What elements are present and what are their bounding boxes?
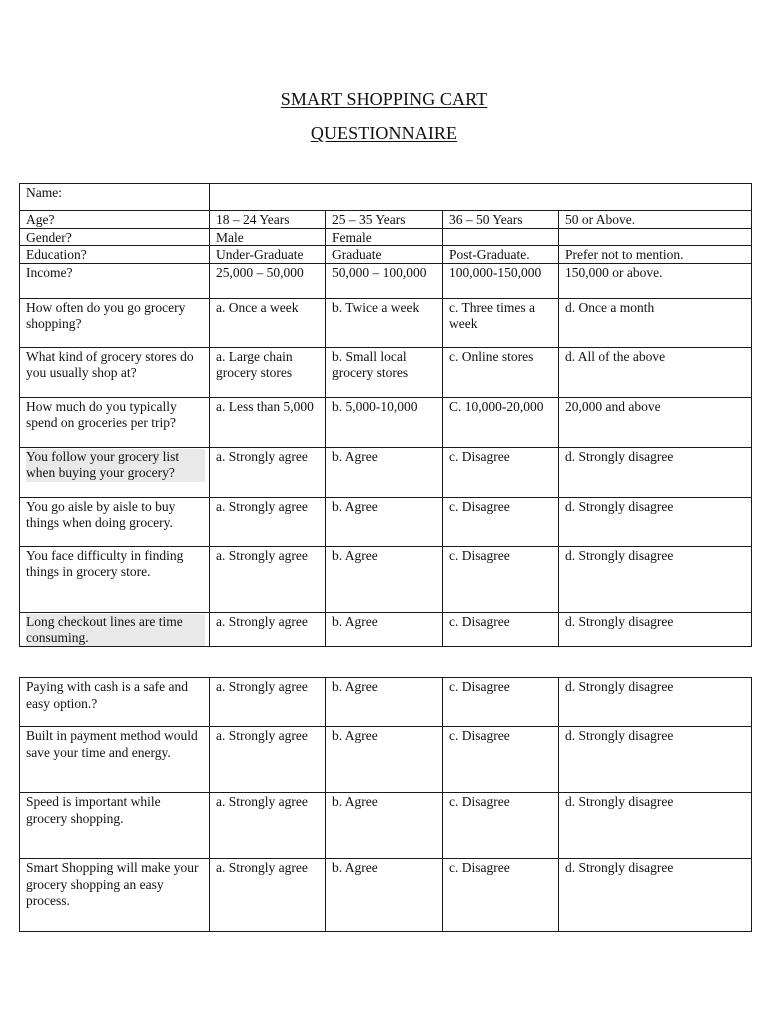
option-label: c. Disagree bbox=[449, 728, 510, 743]
option-label: Post-Graduate. bbox=[449, 247, 530, 262]
option-label: C. 10,000-20,000 bbox=[449, 398, 544, 414]
option-cell[interactable] bbox=[210, 497, 326, 546]
option-label: a. Once a week bbox=[216, 299, 299, 315]
option-cell[interactable] bbox=[210, 546, 326, 612]
table-row-age bbox=[20, 211, 752, 229]
option-cell[interactable] bbox=[326, 447, 443, 497]
option-label: 100,000-150,000 bbox=[449, 264, 542, 280]
option-label: Male bbox=[216, 229, 244, 245]
table-row-speed bbox=[20, 793, 752, 859]
option-cell[interactable] bbox=[210, 347, 326, 397]
table-row-checkout bbox=[20, 612, 752, 646]
option-cell bbox=[443, 228, 559, 246]
question-label: Age? bbox=[26, 212, 55, 227]
option-label: d. Strongly disagree bbox=[565, 728, 674, 743]
option-label: a. Less than 5,000 bbox=[216, 398, 314, 414]
question-cell bbox=[20, 211, 210, 229]
table-row-education bbox=[20, 246, 752, 264]
option-label: b. Agree bbox=[332, 860, 378, 875]
question-label: How often do you go grocery shopping? bbox=[26, 299, 186, 331]
option-label: a. Strongly agree bbox=[216, 860, 308, 875]
question-label: Income? bbox=[26, 264, 73, 280]
option-cell[interactable] bbox=[559, 397, 752, 447]
question-cell bbox=[20, 447, 210, 497]
option-cell[interactable] bbox=[559, 246, 752, 264]
question-label: Smart Shopping will make your grocery shopping an easy process. bbox=[26, 860, 199, 908]
option-cell[interactable] bbox=[559, 211, 752, 229]
option-label: a. Strongly agree bbox=[216, 448, 308, 464]
option-cell[interactable] bbox=[443, 298, 559, 347]
option-cell[interactable] bbox=[326, 211, 443, 229]
option-label: d. Strongly disagree bbox=[565, 448, 674, 464]
question-label: Paying with cash is a safe and easy option.? bbox=[26, 679, 188, 711]
option-label: b. Agree bbox=[332, 547, 378, 563]
question-label: Name: bbox=[26, 185, 62, 200]
option-cell[interactable] bbox=[443, 497, 559, 546]
document-title: SMART SHOPPING CART bbox=[280, 89, 488, 109]
option-cell[interactable] bbox=[326, 727, 443, 793]
option-cell[interactable] bbox=[326, 678, 443, 727]
option-cell[interactable] bbox=[559, 263, 752, 298]
table-row-difficulty bbox=[20, 546, 752, 612]
questionnaire-table-2 bbox=[19, 677, 752, 932]
option-cell[interactable] bbox=[559, 298, 752, 347]
option-cell[interactable] bbox=[443, 859, 559, 932]
question-cell bbox=[20, 228, 210, 246]
option-label: c. Disagree bbox=[449, 547, 510, 563]
option-label: 50 or Above. bbox=[565, 212, 636, 227]
option-label: a. Strongly agree bbox=[216, 547, 308, 563]
option-label: d. Strongly disagree bbox=[565, 679, 674, 694]
option-cell[interactable] bbox=[210, 678, 326, 727]
answer-cell-name[interactable] bbox=[210, 184, 752, 211]
option-cell[interactable] bbox=[443, 263, 559, 298]
question-cell bbox=[20, 246, 210, 264]
question-cell bbox=[20, 678, 210, 727]
option-cell[interactable] bbox=[326, 347, 443, 397]
question-cell bbox=[20, 298, 210, 347]
option-cell[interactable] bbox=[559, 859, 752, 932]
question-cell bbox=[20, 546, 210, 612]
table-row-cash bbox=[20, 678, 752, 727]
option-label: b. Agree bbox=[332, 728, 378, 743]
question-cell bbox=[20, 184, 210, 211]
questionnaire-table-1 bbox=[19, 183, 752, 647]
option-label: a. Strongly agree bbox=[216, 613, 308, 629]
question-label: Education? bbox=[26, 247, 87, 262]
option-cell[interactable] bbox=[210, 612, 326, 646]
option-cell[interactable] bbox=[326, 793, 443, 859]
document-subtitle: QUESTIONNAIRE bbox=[310, 123, 458, 143]
option-cell[interactable] bbox=[559, 612, 752, 646]
table-row-gender bbox=[20, 228, 752, 246]
question-label: Gender? bbox=[26, 229, 72, 245]
option-cell[interactable] bbox=[326, 263, 443, 298]
option-label: a. Strongly agree bbox=[216, 679, 308, 694]
option-cell[interactable] bbox=[210, 263, 326, 298]
option-cell[interactable] bbox=[326, 298, 443, 347]
option-label: d. Strongly disagree bbox=[565, 498, 674, 514]
option-label: c. Online stores bbox=[449, 348, 534, 364]
question-label: You follow your grocery list when buying your grocery? bbox=[26, 449, 205, 482]
option-label: a. Large chain grocery stores bbox=[216, 348, 293, 380]
option-label: c. Three times a week bbox=[449, 299, 535, 331]
option-cell bbox=[559, 228, 752, 246]
option-cell[interactable] bbox=[210, 228, 326, 246]
option-label: 18 – 24 Years bbox=[216, 212, 290, 227]
question-cell bbox=[20, 397, 210, 447]
option-label: c. Disagree bbox=[449, 679, 510, 694]
option-cell[interactable] bbox=[443, 211, 559, 229]
option-label: Female bbox=[332, 229, 372, 245]
option-label: b. 5,000-10,000 bbox=[332, 398, 418, 414]
option-cell[interactable] bbox=[443, 397, 559, 447]
option-cell[interactable] bbox=[326, 546, 443, 612]
option-cell[interactable] bbox=[210, 298, 326, 347]
option-label: 25 – 35 Years bbox=[332, 212, 406, 227]
option-cell[interactable] bbox=[443, 793, 559, 859]
option-cell[interactable] bbox=[443, 347, 559, 397]
table-row-aisle bbox=[20, 497, 752, 546]
question-cell bbox=[20, 347, 210, 397]
option-cell[interactable] bbox=[559, 447, 752, 497]
option-cell[interactable] bbox=[559, 678, 752, 727]
option-cell[interactable] bbox=[443, 246, 559, 264]
option-cell[interactable] bbox=[326, 497, 443, 546]
option-cell[interactable] bbox=[326, 612, 443, 646]
option-label: d. Once a month bbox=[565, 299, 655, 315]
question-label: Speed is important while grocery shopping. bbox=[26, 794, 161, 826]
option-cell[interactable] bbox=[210, 397, 326, 447]
option-label: 36 – 50 Years bbox=[449, 212, 523, 227]
question-label: Built in payment method would save your time and energy. bbox=[26, 728, 198, 760]
question-cell bbox=[20, 497, 210, 546]
option-label: Under-Graduate bbox=[216, 247, 304, 262]
option-label: c. Disagree bbox=[449, 860, 510, 875]
table-row-smart-shopping bbox=[20, 859, 752, 932]
option-label: d. Strongly disagree bbox=[565, 547, 674, 563]
option-label: 25,000 – 50,000 bbox=[216, 264, 304, 280]
option-label: b. Small local grocery stores bbox=[332, 348, 409, 380]
option-label: Graduate bbox=[332, 247, 382, 262]
option-label: a. Strongly agree bbox=[216, 794, 308, 809]
option-label: b. Twice a week bbox=[332, 299, 420, 315]
question-cell bbox=[20, 793, 210, 859]
question-cell bbox=[20, 263, 210, 298]
option-cell[interactable] bbox=[443, 447, 559, 497]
option-label: b. Agree bbox=[332, 448, 378, 464]
option-cell[interactable] bbox=[210, 727, 326, 793]
option-cell[interactable] bbox=[559, 546, 752, 612]
option-cell[interactable] bbox=[326, 228, 443, 246]
option-cell[interactable] bbox=[559, 497, 752, 546]
option-cell[interactable] bbox=[210, 859, 326, 932]
question-label: You face difficulty in finding things in grocery store. bbox=[26, 547, 184, 579]
table-row-grocery-list bbox=[20, 447, 752, 497]
option-label: a. Strongly agree bbox=[216, 728, 308, 743]
question-label: You go aisle by aisle to buy things when doing grocery. bbox=[26, 498, 176, 530]
table-row-income bbox=[20, 263, 752, 298]
table-row-spend bbox=[20, 397, 752, 447]
table-row-store-type bbox=[20, 347, 752, 397]
option-cell[interactable] bbox=[443, 727, 559, 793]
option-label: c. Disagree bbox=[449, 448, 510, 464]
option-label: Prefer not to mention. bbox=[565, 247, 684, 262]
option-cell[interactable] bbox=[559, 793, 752, 859]
option-cell[interactable] bbox=[210, 447, 326, 497]
option-label: d. Strongly disagree bbox=[565, 794, 674, 809]
option-label: 50,000 – 100,000 bbox=[332, 264, 427, 280]
table-row-payment bbox=[20, 727, 752, 793]
option-label: b. Agree bbox=[332, 498, 378, 514]
option-label: c. Disagree bbox=[449, 794, 510, 809]
question-label: How much do you typically spend on groceries per trip? bbox=[26, 398, 177, 430]
option-cell[interactable] bbox=[443, 612, 559, 646]
option-cell[interactable] bbox=[210, 211, 326, 229]
option-cell[interactable] bbox=[326, 397, 443, 447]
option-label: 150,000 or above. bbox=[565, 264, 663, 280]
option-cell[interactable] bbox=[443, 546, 559, 612]
option-label: b. Agree bbox=[332, 794, 378, 809]
option-label: 20,000 and above bbox=[565, 398, 661, 414]
option-label: b. Agree bbox=[332, 679, 378, 694]
option-cell[interactable] bbox=[326, 859, 443, 932]
option-cell[interactable] bbox=[326, 246, 443, 264]
question-label: Long checkout lines are time consuming. bbox=[26, 614, 205, 647]
option-label: b. Agree bbox=[332, 613, 378, 629]
table-row-frequency bbox=[20, 298, 752, 347]
option-label: c. Disagree bbox=[449, 613, 510, 629]
option-label: a. Strongly agree bbox=[216, 498, 308, 514]
option-label: d. Strongly disagree bbox=[565, 860, 674, 875]
question-label: What kind of grocery stores do you usually shop at? bbox=[26, 348, 194, 380]
option-cell[interactable] bbox=[443, 678, 559, 727]
table-row-name bbox=[20, 184, 752, 211]
option-cell[interactable] bbox=[559, 727, 752, 793]
option-label: d. Strongly disagree bbox=[565, 613, 674, 629]
question-cell bbox=[20, 859, 210, 932]
option-label: c. Disagree bbox=[449, 498, 510, 514]
question-cell bbox=[20, 612, 210, 646]
question-cell bbox=[20, 727, 210, 793]
option-label: d. All of the above bbox=[565, 348, 666, 364]
option-cell[interactable] bbox=[210, 246, 326, 264]
option-cell[interactable] bbox=[210, 793, 326, 859]
option-cell[interactable] bbox=[559, 347, 752, 397]
